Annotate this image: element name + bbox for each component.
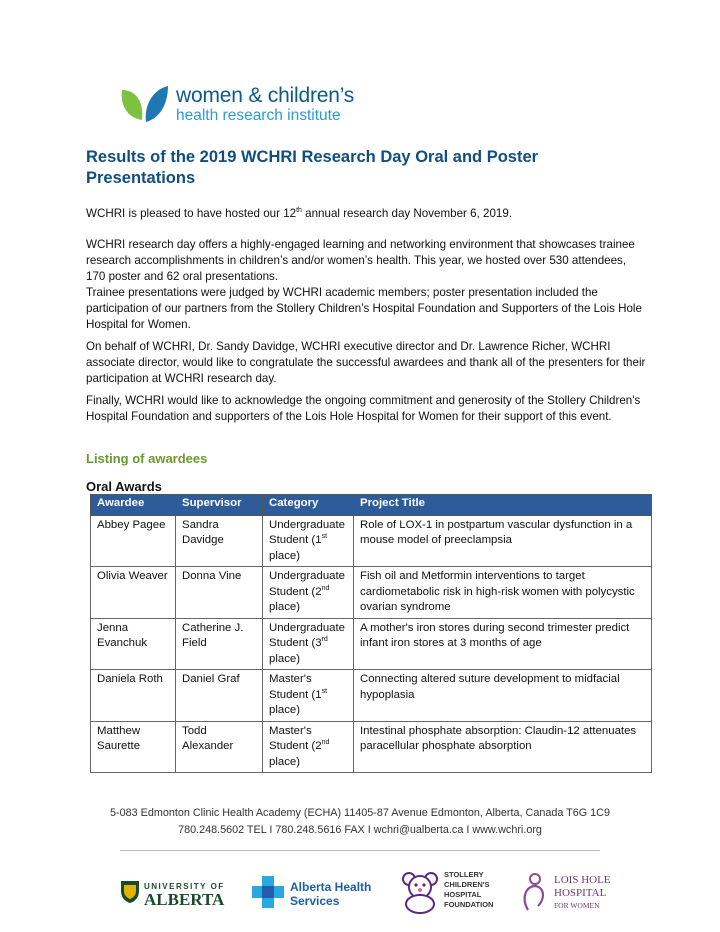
cell-project-title: Fish oil and Metformin interventions to target cardiometabolic risk in high-risk women with polycystic ovarian syndrome <box>354 567 652 619</box>
oral-awards-table <box>90 494 652 773</box>
table-row <box>91 618 652 670</box>
cell-supervisor: Catherine J. Field <box>176 618 263 670</box>
cell-project-title: A mother's iron stores during second trimester predict infant iron stores at 3 months of age <box>354 618 652 670</box>
intro-paragraph: WCHRI is pleased to have hosted our 12th annual research day November 6, 2019. <box>86 207 513 220</box>
ua-line-1: UNIVERSITY OF <box>144 882 225 891</box>
header-supervisor: Supervisor <box>176 495 263 516</box>
cell-project-title: Connecting altered suture development to midfacial hypoplasia <box>354 670 652 722</box>
footer-contact: 780.248.5602 TEL I 780.248.5616 FAX I wchri@ualberta.ca I www.wchri.org <box>178 824 542 836</box>
cell-supervisor: Donna Vine <box>176 567 263 619</box>
scf-line-1: STOLLERY <box>444 870 484 879</box>
judging-paragraph: Trainee presentations were judged by WCHRI academic members; poster presentation included the participation of our partners from the Stollery Children’s Hospital Foundation and Supporters of the Lois Hole Hospital for Women. <box>86 286 642 332</box>
document-title: Results of the 2019 WCHRI Research Day Oral and Poster Presentations <box>86 148 539 187</box>
footer-divider <box>120 850 600 851</box>
wchri-logo <box>118 80 378 130</box>
cell-awardee: Matthew Saurette <box>91 721 176 773</box>
stollery-foundation-logo <box>400 868 500 918</box>
cell-awardee: Daniela Roth <box>91 670 176 722</box>
lh-line-3: FOR WOMEN <box>554 901 600 910</box>
cell-awardee: Jenna Evanchuk <box>91 618 176 670</box>
lois-hole-hospital-logo <box>520 868 620 918</box>
cell-category: Undergraduate Student (3rd place) <box>263 618 354 670</box>
cell-project-title: Intestinal phosphate absorption: Claudin-12 attenuates paracellular phosphate absorption <box>354 721 652 773</box>
table-row <box>91 670 652 722</box>
description-paragraph: WCHRI research day offers a highly-engaged learning and networking environment that showcases trainee research accomplishments in children’s and/or women’s health. This year, we hosted over 530 attendees, 170 poster and 62 oral presentations. <box>86 238 635 284</box>
section-heading: Listing of awardees <box>86 451 208 466</box>
table-header-row <box>91 495 652 516</box>
lh-line-1: LOIS HOLE <box>554 874 611 886</box>
ua-line-2: ALBERTA <box>144 890 225 909</box>
shield-icon <box>120 880 140 904</box>
wchri-leaf-icon <box>118 82 172 126</box>
table-row <box>91 567 652 619</box>
scf-line-3: HOSPITAL <box>444 890 482 899</box>
cell-category: Master's Student (2nd place) <box>263 721 354 773</box>
table-row <box>91 721 652 773</box>
header-awardee: Awardee <box>91 495 176 516</box>
cell-category: Undergraduate Student (1st place) <box>263 515 354 567</box>
lh-line-2: HOSPITAL <box>554 887 607 899</box>
congratulations-paragraph: On behalf of WCHRI, Dr. Sandy Davidge, WCHRI executive director and Dr. Lawrence Richer, WCHRI associate director, would like to congratulate the successful awardees and thank all of the presenters for their participation at WCHRI research day. <box>86 340 646 386</box>
scf-line-4: FOUNDATION <box>444 900 494 909</box>
cell-category: Undergraduate Student (2nd place) <box>263 567 354 619</box>
teddy-bear-icon <box>400 870 440 914</box>
cell-supervisor: Daniel Graf <box>176 670 263 722</box>
cross-icon <box>250 874 286 910</box>
ahs-line-1: Alberta Health <box>290 880 372 894</box>
table-heading: Oral Awards <box>86 479 162 494</box>
logo-line-1: women & children’s <box>176 84 355 107</box>
cell-supervisor: Sandra Davidge <box>176 515 263 567</box>
table-row <box>91 515 652 567</box>
logo-line-2: health research institute <box>176 107 341 124</box>
ahs-line-2: Services <box>290 894 340 908</box>
acknowledgement-paragraph: Finally, WCHRI would like to acknowledge the ongoing commitment and generosity of the Stollery Children's Hospital Foundation and supporters of the Lois Hole Hospital for Women for their support of this event. <box>86 394 641 424</box>
university-of-alberta-logo <box>120 868 230 918</box>
alberta-health-services-logo <box>250 868 370 918</box>
footer-address: 5-083 Edmonton Clinic Health Academy (ECHA) 11405-87 Avenue Edmonton, Alberta, Canada T6G 1C9 <box>110 807 610 819</box>
cell-awardee: Abbey Pagee <box>91 515 176 567</box>
cell-project-title: Role of LOX-1 in postpartum vascular dysfunction in a mouse model of preeclampsia <box>354 515 652 567</box>
cell-category: Master's Student (1st place) <box>263 670 354 722</box>
header-category: Category <box>263 495 354 516</box>
header-project-title: Project Title <box>354 495 652 516</box>
cell-supervisor: Todd Alexander <box>176 721 263 773</box>
cell-awardee: Olivia Weaver <box>91 567 176 619</box>
scf-line-2: CHILDREN'S <box>444 880 490 889</box>
figure-swirl-icon <box>520 872 548 912</box>
